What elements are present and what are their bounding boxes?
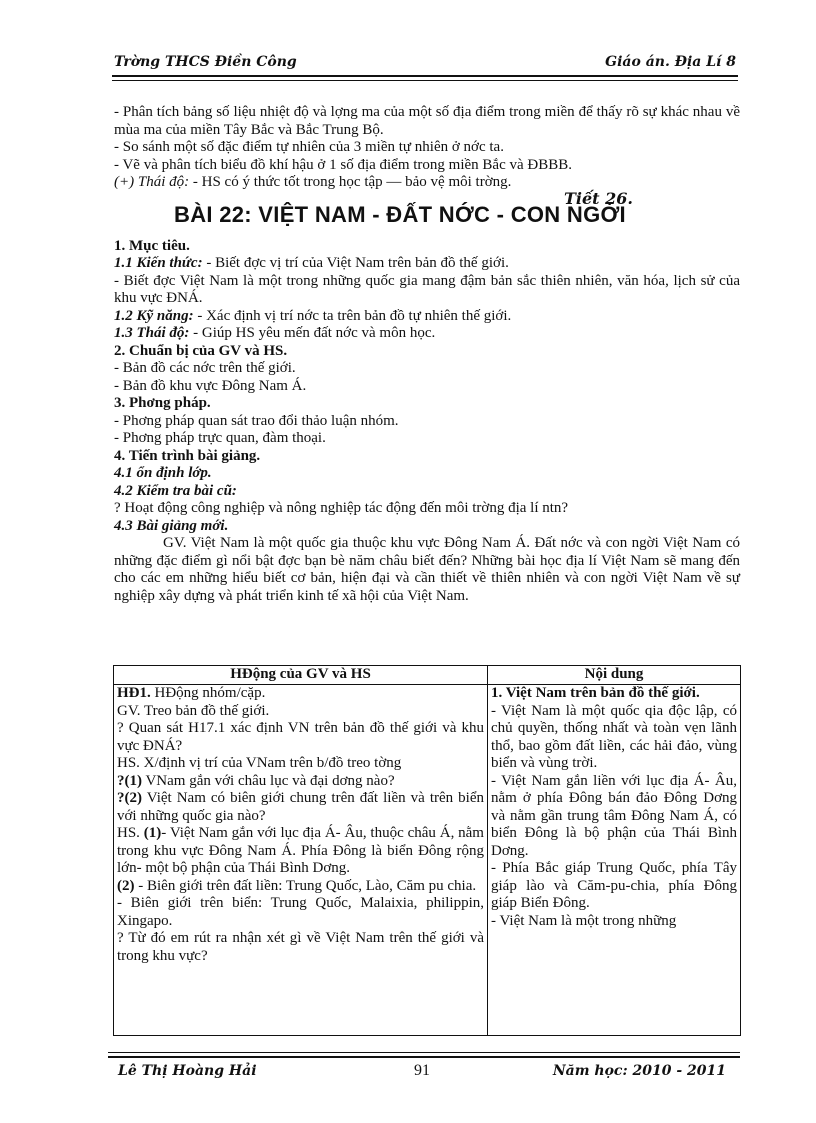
attitude-text: - HS có ý thức tốt trong học tập — bảo vệ môi trờng. <box>189 174 512 190</box>
document-body <box>114 104 740 605</box>
objective-text: - Biết đợc vị trí của Việt Nam trên bản đồ thế giới. <box>202 255 509 271</box>
activity-text: HĐộng nhóm/cặp. <box>150 685 266 701</box>
table-header-row <box>114 666 741 685</box>
question-text: Việt Nam có biên giới chung trên đất liền và trên biển với những quốc gia nào? <box>117 790 484 824</box>
answer-label: (1) <box>143 825 162 841</box>
content-line: - Việt Nam là một trong những <box>491 912 677 929</box>
footer-school-year: Năm học: 2010 - 2011 <box>552 1063 726 1079</box>
objective-line <box>114 308 740 326</box>
method-line: - Phơng pháp trực quan, đàm thoại. <box>114 430 326 446</box>
content-cell <box>488 685 741 1036</box>
review-question: ? Hoạt động công nghiệp và nông nghiệp tác động đến môi trờng địa lí ntn? <box>114 500 569 516</box>
page-header <box>112 52 738 78</box>
lesson-heading <box>114 188 740 238</box>
content-line: - Việt Nam là một quốc qia độc lập, có chủ quyền, thống nhất và toàn vẹn lãnh thổ, bao gồm đất liền, các hải đảo, vùng biển và vùng trời. <box>491 702 737 771</box>
method-line: - Phơng pháp quan sát trao đổi thảo luận nhóm. <box>114 412 399 429</box>
table-header-activity: HĐộng của GV và HS <box>114 666 488 685</box>
subsection-heading: 4.1 ổn định lớp. <box>114 465 212 481</box>
content-line: - Việt Nam gắn liền với lục địa Á- Âu, nằm ở phía Đông bán đảo Đông Dơng và nằm gần trung tâm Đông Nam Á, có biển Đông là bộ phận của Thái Bình Dơng. <box>491 772 737 859</box>
objective-line <box>114 255 740 273</box>
question-label: ?(1) <box>117 772 142 789</box>
activity-line <box>117 878 484 896</box>
activity-line: HS. X/định vị trí của VNam trên b/đồ treo tờng <box>117 755 402 771</box>
activity-line <box>117 685 484 703</box>
question-text: VNam gắn với châu lục và đại dơng nào? <box>142 772 395 789</box>
section-heading: 1. Mục tiêu. <box>114 237 190 254</box>
table-header-content: Nội dung <box>488 666 741 685</box>
objective-text: - Xác định vị trí nớc ta trên bản đồ tự nhiên thế giới. <box>193 307 512 324</box>
prep-line: - Bản đồ các nớc trên thế giới. <box>114 360 296 376</box>
period-label: Tiết 26. <box>564 188 633 208</box>
question-label: ?(2) <box>117 790 142 806</box>
header-rule <box>112 75 738 77</box>
intro-line: - Phân tích bảng số liệu nhiệt độ và lợng ma của một số địa điểm trong miền để thấy rõ sự khác nhau về mùa ma của miền Tây Bắc và Bắc Trung Bộ. <box>114 104 740 138</box>
footer-rule <box>108 1056 740 1058</box>
header-rule-thin <box>112 80 738 81</box>
intro-paragraph: GV. Việt Nam là một quốc gia thuộc khu vực Đông Nam Á. Đất nớc và con ngời Việt Nam có những đặc điểm gì nổi bật đợc bạn bè năm châu biết đến? Những bài học địa lí Việt Nam sẽ mang đến cho các em những hiểu biết cơ bản, hiện đại và cần thiết về thiên nhiên và con ngời Việt Nam về sự nghiệp xây dựng và phát triển kinh tế xã hội của Việt Nam. <box>114 535 740 604</box>
activity-line <box>117 790 484 825</box>
activity-line: - Biên giới trên biển: Trung Quốc, Malaixia, philippin, Xingapo. <box>117 895 484 929</box>
subsection-heading: 4.3 Bài giảng mới. <box>114 517 229 534</box>
objective-line: - Biết đợc Việt Nam là một trong những quốc gia mang đậm bản sắc thiên nhiên, văn hóa, lịch sử của khu vực ĐNÁ. <box>114 272 740 306</box>
intro-line: - So sánh một số đặc điểm tự nhiên của 3 miền tự nhiên ở nớc ta. <box>114 139 504 155</box>
content-line: - Phía Bắc giáp Trung Quốc, phía Tây giáp lào và Căm-pu-chia, phía Đông giáp Biển Đông. <box>491 860 737 911</box>
header-subject: Giáo án. Địa Lí 8 <box>605 54 736 70</box>
footer-rule-thin <box>108 1052 740 1053</box>
page-number: 91 <box>414 1062 430 1079</box>
activity-line: GV. Treo bản đồ thế giới. <box>117 702 270 719</box>
objective-line <box>114 325 740 343</box>
answer-text: - Biên giới trên đất liền: Trung Quốc, Lào, Căm pu chia. <box>134 877 477 894</box>
section-heading: 3. Phơng pháp. <box>114 395 211 411</box>
activity-line <box>117 825 484 878</box>
footer-author: Lê Thị Hoàng Hải <box>118 1063 257 1079</box>
page-footer <box>108 1052 740 1082</box>
activity-line: ? Quan sát H17.1 xác định VN trên bản đồ thế giới và khu vực ĐNÁ? <box>117 720 484 754</box>
content-title: 1. Việt Nam trên bản đồ thế giới. <box>491 685 700 701</box>
activity-line: ? Từ đó em rút ra nhận xét gì về Việt Nam trên thế giới và trong khu vực? <box>117 930 484 964</box>
objective-text: - Giúp HS yêu mến đất nớc và môn học. <box>189 325 436 341</box>
objective-label: 1.2 Kỹ năng: <box>114 307 194 324</box>
attitude-line <box>114 174 740 192</box>
prep-line: - Bản đồ khu vực Đông Nam Á. <box>114 377 307 394</box>
section-heading: 4. Tiến trình bài giảng. <box>114 447 261 464</box>
table-row <box>114 685 741 1036</box>
answer-text: - Việt Nam gắn với lục địa Á- Âu, thuộc châu Á, nằm trong khu vực Đông Nam Á. Phía Đông là biển Đông rộng lớn- một bộ phận của Thái Bình Dơng. <box>117 825 484 876</box>
lesson-table <box>113 665 741 1036</box>
attitude-label: (+) Thái độ: <box>114 174 190 190</box>
objective-label: 1.3 Thái độ: <box>114 325 190 341</box>
activity-label: HĐ1. <box>117 685 151 701</box>
activity-line <box>117 773 484 791</box>
answer-label: (2) <box>117 877 135 894</box>
answer-prefix: HS. <box>117 825 144 841</box>
header-school: Trờng THCS Điền Công <box>114 54 297 70</box>
activity-cell <box>114 685 488 1036</box>
objective-label: 1.1 Kiến thức: <box>114 255 203 271</box>
subsection-heading: 4.2 Kiểm tra bài cũ: <box>114 482 237 499</box>
intro-line: - Vẽ và phân tích biểu đồ khí hậu ở 1 số địa điểm trong miền Bắc và ĐBBB. <box>114 156 572 173</box>
section-heading: 2. Chuẩn bị của GV và HS. <box>114 342 288 359</box>
lesson-title: BÀI 22: VIỆT NAM - ĐẤT NỚC - CON NGỜI <box>174 201 626 227</box>
